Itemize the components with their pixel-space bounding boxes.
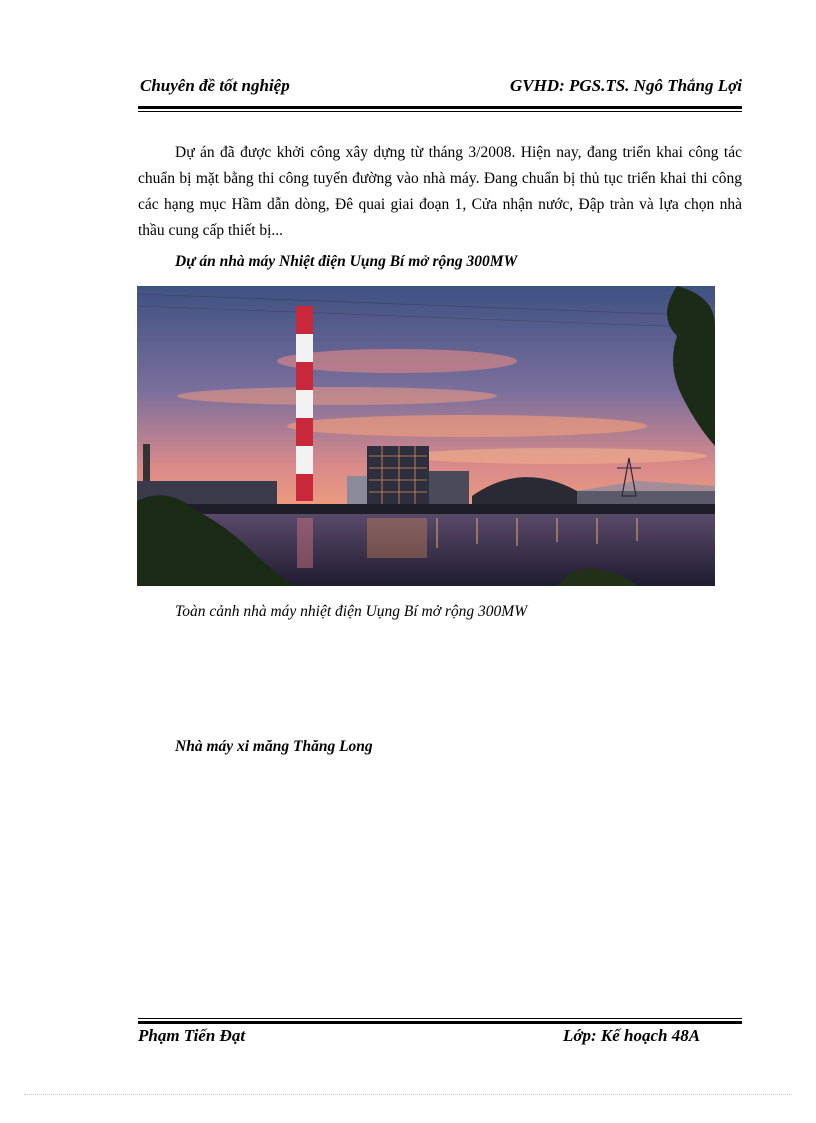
footer-rule-thin: [138, 1018, 742, 1019]
header-rule-thick: [138, 106, 742, 109]
footer-rule-thick: [138, 1021, 742, 1024]
footer-author: Phạm Tiến Đạt: [138, 1026, 246, 1045]
header-advisor: GVHD: PGS.TS. Ngô Thắng Lợi: [509, 76, 742, 95]
page-bottom-dotted-line: [24, 1094, 792, 1095]
figure-caption: Toàn cảnh nhà máy nhiệt điện Uụng Bí mở rộng 300MW: [175, 603, 528, 620]
footer-class: Lớp: Kế hoạch 48A: [563, 1026, 701, 1045]
header-rule-thin: [138, 111, 742, 112]
body-paragraph: Dự án đã được khởi công xây dựng từ tháng 3/2008. Hiện nay, đang triển khai công tác chuẩn bị mặt bằng thi công tuyến đường vào nhà máy. Đang chuẩn bị thủ tục triển khai thi công các hạng mục Hầm dẫn dòng, Đê quai giai đoạn 1, Cửa nhận nước, Đập tràn và lựa chọn nhà thầu cung cấp thiết bị...: [138, 144, 742, 239]
figure-title: Dự án nhà máy Nhiệt điện Uụng Bí mở rộng 300MW: [175, 253, 518, 270]
page-header: [138, 76, 742, 100]
section-heading: Nhà máy xi măng Thăng Long: [175, 738, 373, 755]
header-thesis-title: Chuyên đề tốt nghiệp: [140, 76, 290, 95]
power-plant-photo: [137, 286, 715, 586]
